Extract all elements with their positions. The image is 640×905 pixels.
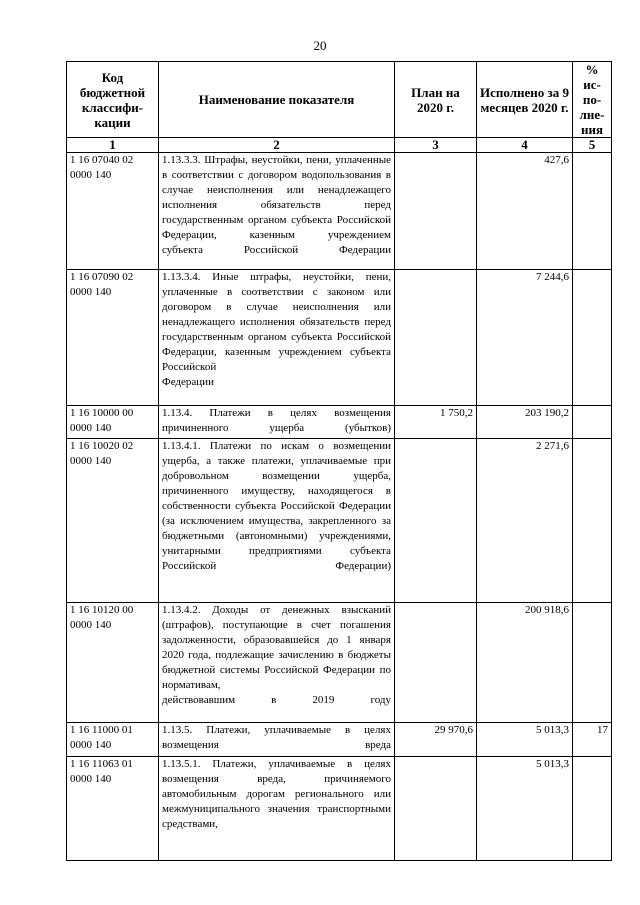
row-code: 1 16 11063 01 0000 140	[67, 757, 159, 861]
row-name-text: 1.13.3.3. Штрафы, неустойки, пени, уплаченные в соответствии с договором водопользования в случае неисполнения или ненадлежащего исполнения обязательств перед государственным органом субъекта Российской Федерации, казенным учреждением	[162, 154, 391, 241]
row-executed: 203 190,2	[477, 406, 573, 439]
column-numbers-row	[67, 138, 612, 153]
table-row	[67, 439, 612, 603]
column-number: 1	[67, 138, 159, 153]
header-executed: Исполнено за 9 месяцев 2020 г.	[477, 62, 573, 138]
row-percent	[573, 603, 612, 723]
row-name	[159, 603, 395, 723]
row-plan	[395, 153, 477, 270]
row-percent	[573, 153, 612, 270]
row-name	[159, 406, 395, 439]
row-plan	[395, 270, 477, 406]
header-plan: План на 2020 г.	[395, 62, 477, 138]
row-executed: 5 013,3	[477, 757, 573, 861]
row-name	[159, 723, 395, 757]
row-executed: 5 013,3	[477, 723, 573, 757]
row-executed: 427,6	[477, 153, 573, 270]
row-executed: 200 918,6	[477, 603, 573, 723]
table-row	[67, 723, 612, 757]
table-row	[67, 406, 612, 439]
row-name	[159, 439, 395, 603]
row-percent	[573, 439, 612, 603]
row-name-text: 1.13.4.2. Доходы от денежных взысканий (штрафов), поступающие в счет погашения задолженности, образовавшейся до 1 января 2020 года, подлежащие зачислению в бюджеты бюджетной системы Российской Федерации по нормативам,	[162, 604, 391, 691]
row-name-last-line: субъекта Российской Федерации	[162, 244, 391, 256]
row-name	[159, 757, 395, 861]
row-executed: 2 271,6	[477, 439, 573, 603]
column-number: 4	[477, 138, 573, 153]
row-name-last-line: Российской Федерации)	[162, 560, 391, 572]
row-executed: 7 244,6	[477, 270, 573, 406]
row-name-text: 1.13.5. Платежи, уплачиваемые в целях	[162, 724, 391, 736]
header-percent: % ис-по-лне-ния	[573, 62, 612, 138]
row-code: 1 16 11000 01 0000 140	[67, 723, 159, 757]
row-code: 1 16 07040 02 0000 140	[67, 153, 159, 270]
row-code: 1 16 10020 02 0000 140	[67, 439, 159, 603]
budget-table	[66, 61, 612, 861]
row-percent	[573, 406, 612, 439]
header-code: Код бюджетной классифи-кации	[67, 62, 159, 138]
row-code: 1 16 10120 00 0000 140	[67, 603, 159, 723]
row-plan	[395, 439, 477, 603]
column-number: 2	[159, 138, 395, 153]
header-name: Наименование показателя	[159, 62, 395, 138]
table-row	[67, 603, 612, 723]
row-name-last-line: возмещения вреда	[162, 739, 391, 751]
row-plan: 1 750,2	[395, 406, 477, 439]
header-row	[67, 62, 612, 138]
row-plan	[395, 757, 477, 861]
table-row	[67, 757, 612, 861]
page-number: 20	[313, 38, 327, 53]
table-row	[67, 153, 612, 270]
row-name-last-line: причиненного ущерба (убытков)	[162, 422, 391, 434]
column-number: 5	[573, 138, 612, 153]
row-percent: 17	[573, 723, 612, 757]
row-name-last-line: действовавшим в 2019 году	[162, 694, 391, 706]
row-name-text: 1.13.4. Платежи в целях возмещения	[162, 407, 391, 419]
table-row	[67, 270, 612, 406]
row-percent	[573, 757, 612, 861]
row-name	[159, 270, 395, 406]
row-name-last-line: Федерации	[162, 376, 214, 388]
row-name-text: 1.13.3.4. Иные штрафы, неустойки, пени, уплаченные в соответствии с законом или договором в случае неисполнения или ненадлежащего исполнения обязательств перед государственным органом субъекта Российской Федерации, казенным учреждением субъекта Российской	[162, 271, 391, 373]
row-plan	[395, 603, 477, 723]
row-code: 1 16 07090 02 0000 140	[67, 270, 159, 406]
row-name-text: 1.13.4.1. Платежи по искам о возмещении ущерба, а также платежи, уплачиваемые при добровольном возмещении ущерба, причиненного имуществу, находящегося в собственности субъекта Российской Федерации (за исключением имущества, закрепленного за бюджетными (автономными) учреждениями, унитарными предприятиями субъекта	[162, 440, 391, 557]
row-code: 1 16 10000 00 0000 140	[67, 406, 159, 439]
column-number: 3	[395, 138, 477, 153]
row-percent	[573, 270, 612, 406]
row-name	[159, 153, 395, 270]
row-plan: 29 970,6	[395, 723, 477, 757]
row-name-text: 1.13.5.1. Платежи, уплачиваемые в целях возмещения вреда, причиняемого автомобильным дорогам регионального или межмуниципального значения транспортными средствами,	[162, 758, 391, 830]
